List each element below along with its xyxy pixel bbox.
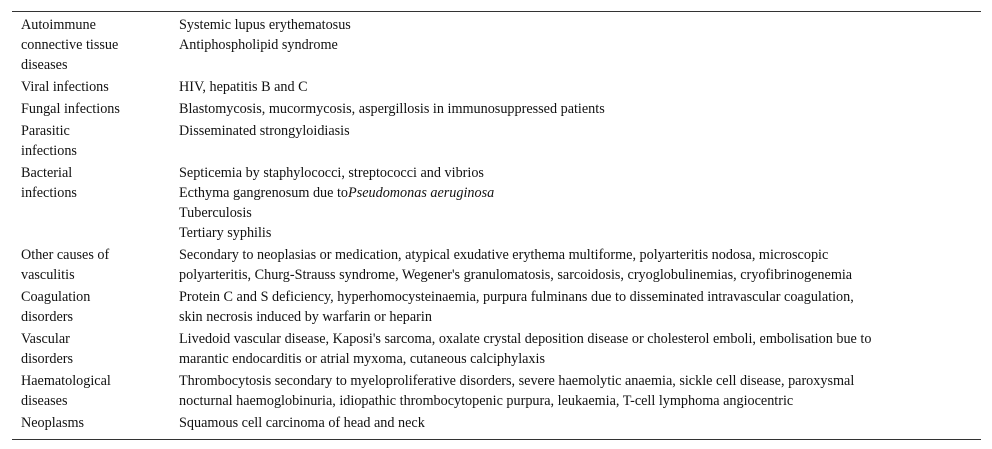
category-label: disorders xyxy=(21,309,74,325)
category-label: disorders xyxy=(21,351,74,367)
category-label: Other causes of xyxy=(21,247,110,263)
description-text: Thrombocytosis secondary to myeloproliferative disorders, severe haemolytic anaemia, sickle cell disease, paroxysmal xyxy=(179,373,855,389)
category-label: diseases xyxy=(21,393,68,409)
description-cell xyxy=(179,97,981,119)
category-label: Autoimmune xyxy=(21,17,96,33)
category-cell xyxy=(12,75,179,97)
category-label: Coagulation xyxy=(21,289,91,305)
description-cell xyxy=(179,161,981,243)
description-text: Tertiary syphilis xyxy=(179,225,272,241)
table-row xyxy=(12,119,981,161)
description-cell xyxy=(179,12,981,75)
category-label: Viral infections xyxy=(21,79,109,95)
category-label: Neoplasms xyxy=(21,415,85,431)
description-cell xyxy=(179,119,981,161)
description-text: Livedoid vascular disease, Kaposi's sarcoma, oxalate crystal deposition disease or cholesterol emboli, embolisation bue to xyxy=(179,331,872,347)
category-cell xyxy=(12,411,179,439)
description-text: marantic endocarditis or atrial myxoma, cutaneous calciphylaxis xyxy=(179,351,545,367)
description-text: Squamous cell carcinoma of head and neck xyxy=(179,415,425,431)
category-cell xyxy=(12,243,179,285)
table-row xyxy=(12,327,981,369)
category-cell xyxy=(12,327,179,369)
description-text: Protein C and S deficiency, hyperhomocysteinaemia, purpura fulminans due to disseminated intravascular coagulation, xyxy=(179,289,854,305)
table-row xyxy=(12,75,981,97)
table-row xyxy=(12,243,981,285)
description-cell xyxy=(179,75,981,97)
description-text: Tuberculosis xyxy=(179,205,252,221)
category-label: Haematological xyxy=(21,373,111,389)
description-text: Septicemia by staphylococci, streptococci and vibrios xyxy=(179,165,484,181)
category-label: vasculitis xyxy=(21,267,75,283)
category-cell xyxy=(12,369,179,411)
causes-table xyxy=(12,11,981,440)
category-cell xyxy=(12,97,179,119)
organism-name: Pseudomonas aeruginosa xyxy=(348,185,495,201)
description-text: HIV, hepatitis B and C xyxy=(179,79,308,95)
description-cell xyxy=(179,285,981,327)
table-row xyxy=(12,12,981,75)
description-text: Blastomycosis, mucormycosis, aspergillosis in immunosuppressed patients xyxy=(179,101,605,117)
category-label: infections xyxy=(21,185,77,201)
description-cell xyxy=(179,327,981,369)
table-row xyxy=(12,97,981,119)
description-text: Secondary to neoplasias or medication, atypical exudative erythema multiforme, polyarteritis nodosa, microscopic xyxy=(179,247,829,263)
category-cell xyxy=(12,119,179,161)
category-cell xyxy=(12,285,179,327)
table-row xyxy=(12,161,981,243)
category-label: Parasitic xyxy=(21,123,70,139)
table-row xyxy=(12,411,981,439)
category-label: Fungal infections xyxy=(21,101,120,117)
category-label: diseases xyxy=(21,57,68,73)
description-text: skin necrosis induced by warfarin or heparin xyxy=(179,309,432,325)
category-label: infections xyxy=(21,143,77,159)
description-cell xyxy=(179,369,981,411)
description-text-mixed xyxy=(179,183,971,203)
description-cell xyxy=(179,243,981,285)
table-row xyxy=(12,285,981,327)
description-cell xyxy=(179,411,981,439)
causes-table-grid xyxy=(12,12,981,439)
category-label: Bacterial xyxy=(21,165,73,181)
description-text: polyarteritis, Churg-Strauss syndrome, Wegener's granulomatosis, sarcoidosis, cryoglobulinemias, cryofibrinogenemia xyxy=(179,267,853,283)
category-label: connective tissue xyxy=(21,37,119,53)
description-text: Disseminated strongyloidiasis xyxy=(179,123,350,139)
category-cell xyxy=(12,12,179,75)
description-text: Systemic lupus erythematosus xyxy=(179,17,351,33)
category-cell xyxy=(12,161,179,243)
category-label: Vascular xyxy=(21,331,70,347)
description-text: Ecthyma gangrenosum due to xyxy=(179,185,349,201)
table-row xyxy=(12,369,981,411)
description-text: nocturnal haemoglobinuria, idiopathic thrombocytopenic purpura, leukaemia, T-cell lymphoma angiocentric xyxy=(179,393,794,409)
description-text: Antiphospholipid syndrome xyxy=(179,37,338,53)
